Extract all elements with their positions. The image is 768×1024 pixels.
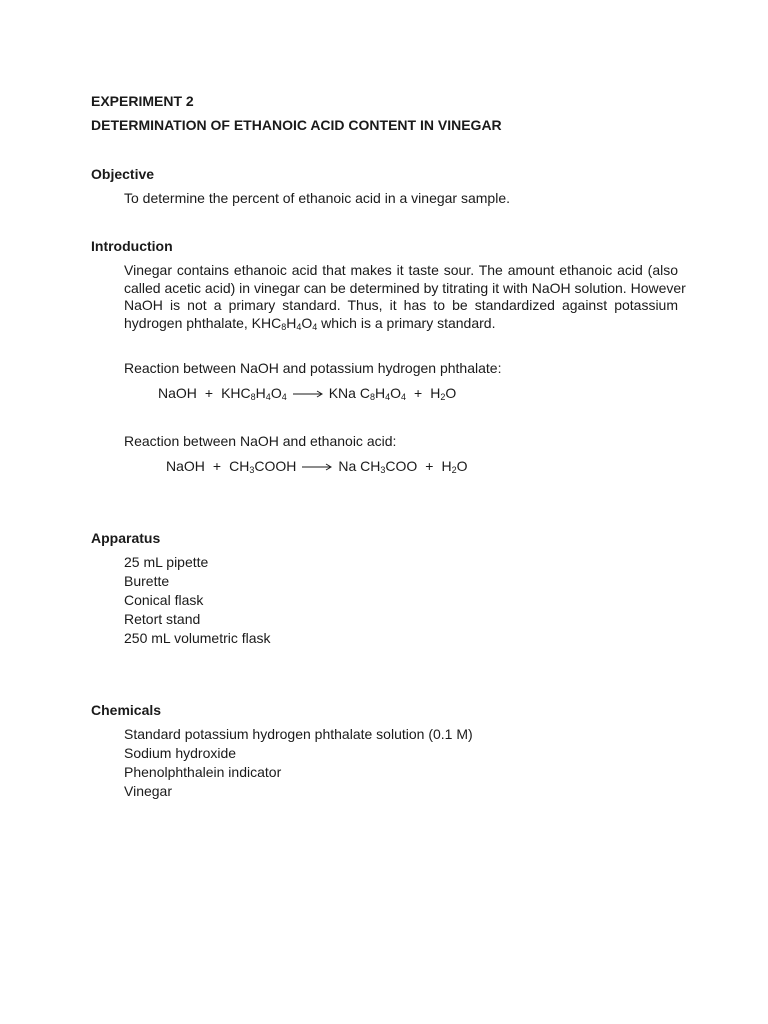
plus-sign: + xyxy=(204,385,214,401)
reaction2-equation xyxy=(166,458,467,475)
product: Na $CH_3COO$ xyxy=(338,458,418,475)
apparatus-heading: Apparatus xyxy=(91,530,161,546)
objective-heading: Objective xyxy=(91,166,155,182)
list-item: Retort stand xyxy=(124,611,201,627)
product: $H_2O$ xyxy=(441,458,468,475)
subscript: 4 xyxy=(296,321,302,332)
plus-sign: + xyxy=(414,385,423,401)
reaction1-equation xyxy=(158,385,456,402)
list-item: Sodium hydroxide xyxy=(124,745,237,761)
introduction-line-formula xyxy=(124,315,678,333)
text-segment: which is a primary standard. xyxy=(317,314,496,331)
introduction-line: Vinegar contains ethanoic acid that makes it taste sour. The amount ethanoic acid (also xyxy=(124,262,678,278)
list-item: 250 mL volumetric flask xyxy=(124,630,271,646)
introduction-line: NaOH is not a primary standard. Thus, it has to be standardized against potassium xyxy=(124,297,678,313)
list-item: Phenolphthalein indicator xyxy=(124,764,282,780)
subscript: 4 xyxy=(312,321,318,332)
list-item: Conical flask xyxy=(124,592,204,608)
list-item: Standard potassium hydrogen phthalate solution (0.1 M) xyxy=(124,726,473,742)
subscript: 8 xyxy=(281,321,287,332)
product: KNa $C_8H_4O_4$ xyxy=(328,385,407,402)
reactant: $CH_3COOH$ xyxy=(229,458,297,475)
product: $H_2O$ xyxy=(430,385,457,402)
list-item: Burette xyxy=(124,573,170,589)
chemicals-heading: Chemicals xyxy=(91,702,162,718)
introduction-paragraph xyxy=(124,262,686,332)
introduction-line: called acetic acid) in vinegar can be determined by titrating it with NaOH solution. However xyxy=(124,279,686,296)
text-segment: hydrogen phthalate, KHC xyxy=(124,314,282,331)
list-item: Vinegar xyxy=(124,783,173,799)
objective-text: To determine the percent of ethanoic acid in a vinegar sample. xyxy=(124,190,511,206)
introduction-heading: Introduction xyxy=(91,238,173,254)
reactant: NaOH xyxy=(166,458,205,474)
plus-sign: + xyxy=(425,458,434,474)
list-item: 25 mL pipette xyxy=(124,554,209,570)
experiment-label: EXPERIMENT 2 xyxy=(91,93,194,109)
text-segment: H xyxy=(286,314,297,331)
reactant: $KHC_8H_4O_4$ xyxy=(221,385,287,402)
reaction1-label: Reaction between NaOH and potassium hydrogen phthalate: xyxy=(124,360,502,376)
arrow-right-icon xyxy=(302,462,332,472)
reactant: NaOH xyxy=(158,385,197,401)
document-title: DETERMINATION OF ETHANOIC ACID CONTENT IN VINEGAR xyxy=(91,117,502,133)
text-segment: O xyxy=(301,314,313,331)
arrow-right-icon xyxy=(293,389,323,399)
plus-sign: + xyxy=(212,458,222,474)
reaction2-label: Reaction between NaOH and ethanoic acid: xyxy=(124,433,397,449)
